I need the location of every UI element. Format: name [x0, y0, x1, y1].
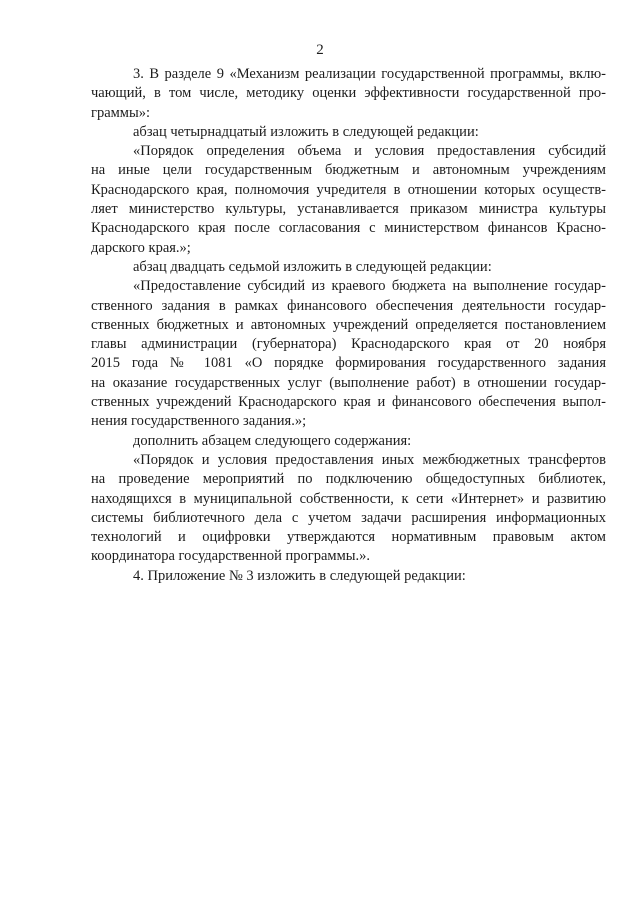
text-line: нения государственного задания.»;: [91, 413, 307, 430]
text-line: «Порядок и условия предоставления иных межбюджетных трансфертов: [133, 451, 606, 468]
text-line: технологий и оцифровки утверждаются нормативным правовым актом: [91, 529, 606, 546]
text-line: «Порядок определения объема и условия предоставления субсидий: [133, 143, 606, 160]
text-line: 4. Приложение № 3 изложить в следующей редакции:: [133, 567, 466, 584]
text-line: главы администрации (губернатора) Краснодарского края от 20 ноября: [91, 336, 606, 353]
text-line: граммы»:: [91, 104, 151, 121]
text-line: на иные цели государственным бюджетным и автономным учреждениям: [91, 162, 606, 179]
text-line: ственных бюджетных и автономных учреждений определяется постановлением: [91, 316, 606, 333]
text-line: ственных учреждений Краснодарского края и финансового обеспечения выпол-: [91, 394, 606, 411]
text-line: 2015 года № 1081 «О порядке формирования государственного задания: [91, 355, 606, 372]
text-line: чающий, в том числе, методику оценки эффективности государственной про-: [91, 85, 606, 102]
text-line: координатора государственной программы.».: [91, 548, 370, 565]
page-number: 2: [316, 42, 324, 58]
text-line: дополнить абзацем следующего содержания:: [133, 432, 412, 449]
text-line: на проведение мероприятий по подключению общедоступных библиотек,: [91, 471, 606, 488]
text-line: «Предоставление субсидий из краевого бюджета на выполнение государ-: [133, 278, 606, 295]
text-line: дарского края.»;: [91, 239, 191, 256]
text-line: на оказание государственных услуг (выполнение работ) в отношении государ-: [91, 374, 606, 391]
text-line: находящихся в муниципальной собственности, к сети «Интернет» и развитию: [91, 490, 606, 507]
text-line: абзац двадцать седьмой изложить в следующей редакции:: [133, 258, 492, 275]
text-line: Краснодарского края после согласования с министерством финансов Красно-: [91, 220, 606, 237]
text-line: системы библиотечного дела с учетом задачи расширения информационных: [91, 509, 606, 526]
text-line: ляет министерство культуры, устанавливается приказом министра культуры: [91, 201, 606, 218]
text-line: ственного задания в рамках финансового обеспечения деятельности государ-: [91, 297, 606, 314]
text-line: Краснодарского края, полномочия учредителя в отношении которых осуществ-: [91, 181, 606, 198]
text-line: 3. В разделе 9 «Механизм реализации государственной программы, вклю-: [133, 66, 606, 82]
document-body: [91, 65, 606, 586]
text-line: абзац четырнадцатый изложить в следующей редакции:: [133, 123, 479, 140]
